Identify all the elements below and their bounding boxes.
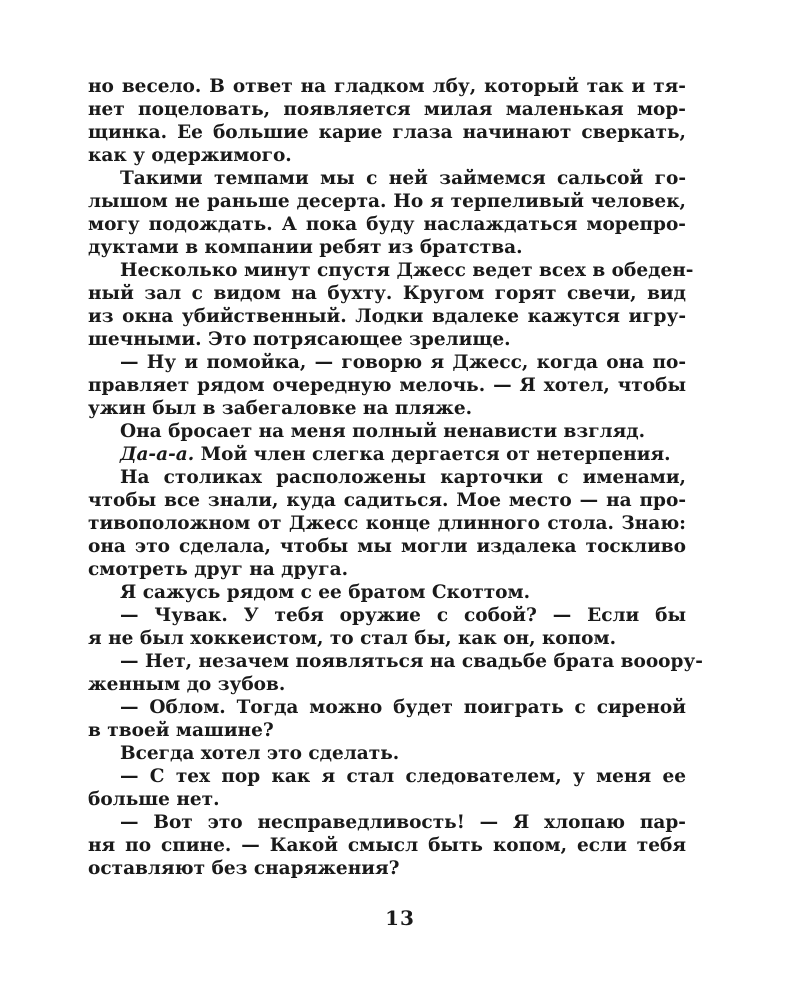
text-line: ня по спине. — Какой смысл быть копом, если тебя [88, 835, 686, 856]
page-body-text [88, 75, 703, 880]
text-line: она это сделала, чтобы мы могли издалека тоскливо [88, 536, 686, 557]
text-line: больше нет. [88, 789, 220, 810]
text-line: На столиках расположены карточки с именами, [120, 467, 686, 488]
text-line: как у одержимого. [88, 145, 292, 166]
text-line: — С тех пор как я стал следователем, у меня ее [120, 766, 686, 787]
text-line: Такими темпами мы с ней займемся сальсой го- [120, 168, 686, 189]
text-line: смотреть друг на друга. [88, 559, 349, 580]
text-line: Я сажусь рядом с ее братом Скоттом. [120, 582, 531, 603]
text-line: лышом не раньше десерта. Но я терпеливый человек, [88, 191, 686, 212]
text-line: женным до зубов. [88, 674, 286, 695]
page-number: 13 [385, 906, 415, 930]
text-line: оставляют без снаряжения? [88, 858, 400, 879]
text-line: — Вот это несправедливость! — Я хлопаю пар- [120, 812, 686, 833]
text-line: тивоположном от Джесс конце длинного стола. Знаю: [88, 513, 686, 534]
text-line: из окна убийственный. Лодки вдалеке кажутся игру- [88, 306, 686, 327]
text-line: — Нет, незачем появляться на свадьбе брата вооору- [120, 651, 703, 672]
text-line: Несколько минут спустя Джесс ведет всех в обеден- [120, 260, 694, 281]
text-line: шечными. Это потрясающее зрелище. [88, 329, 511, 350]
text-line: щинка. Ее большие карие глаза начинают сверкать, [88, 122, 686, 143]
text-line: в твоей машине? [88, 720, 274, 741]
text-line: я не был хоккеистом, то стал бы, как он, копом. [88, 628, 617, 649]
text-line: — Ну и помойка, — говорю я Джесс, когда она по- [120, 352, 686, 373]
text-line [88, 443, 686, 466]
text-line: — Облом. Тогда можно будет поиграть с сиреной [120, 697, 686, 718]
text-line: правляет рядом очередную мелочь. — Я хотел, чтобы [88, 375, 686, 396]
text-line: чтобы все знали, куда садиться. Мое место — на про- [88, 490, 686, 511]
text-line: могу подождать. А пока буду наслаждаться морепро- [88, 214, 686, 235]
text-line: Всегда хотел это сделать. [120, 743, 400, 764]
italic-interjection: Да-а-а. [120, 444, 195, 465]
text-line: ный зал с видом на бухту. Кругом горят свечи, вид [88, 283, 686, 304]
text-line: ужин был в забегаловке на пляже. [88, 398, 473, 419]
text-fragment: Мой член слегка дергается от нетерпения. [194, 444, 671, 465]
text-line: но весело. В ответ на гладком лбу, который так и тя- [88, 76, 686, 97]
text-line: — Чувак. У тебя оружие с собой? — Если бы [120, 605, 686, 626]
text-line: Она бросает на меня полный ненависти взгляд. [120, 421, 646, 442]
text-line: дуктами в компании ребят из братства. [88, 237, 523, 258]
text-line: нет поцеловать, появляется милая маленькая мор- [88, 99, 686, 120]
